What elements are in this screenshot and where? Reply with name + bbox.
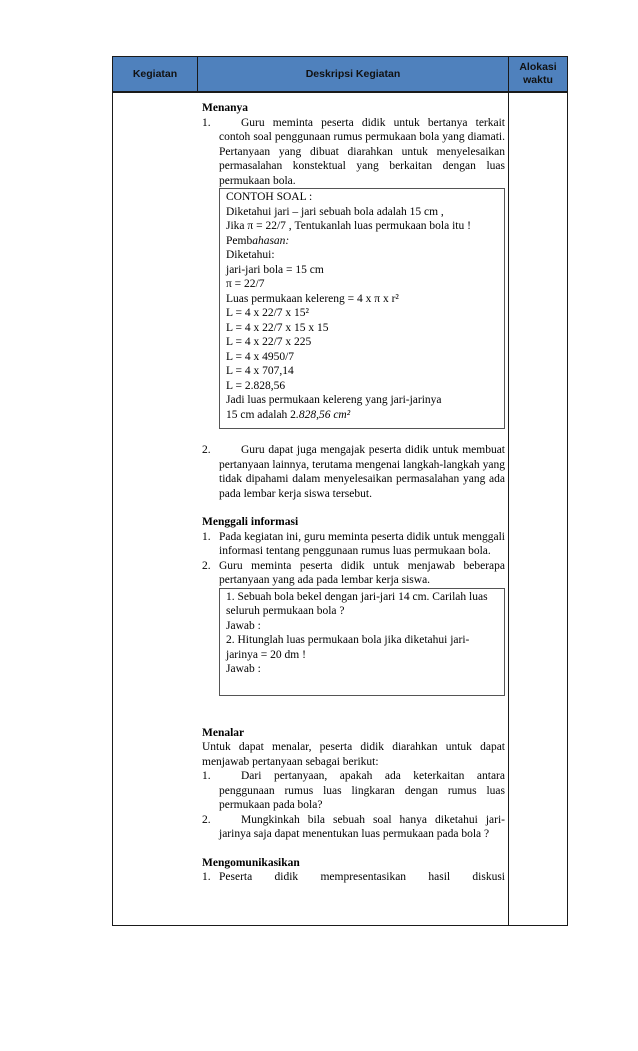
menggali-item-1 (202, 530, 505, 559)
menalar-item-2 (202, 813, 505, 842)
example-line: Diketahui: (226, 249, 275, 261)
example-line: L = 4 x 707,14 (226, 365, 294, 377)
example-line: Pembahasan: (226, 234, 290, 247)
menggali-item-2 (202, 559, 505, 588)
section-title-mengomunikasikan: Mengomunikasikan (202, 856, 300, 869)
example-line: jari-jari bola = 15 cm (226, 263, 324, 276)
section-title-menggali: Menggali informasi (202, 516, 299, 528)
header-alokasi (509, 57, 567, 91)
section-title-menanya: Menanya (202, 102, 248, 114)
item-text: Pada kegiatan ini, guru meminta peserta didik untuk menggali informasi tentang penggunaan rumus luas permukaan bola. (219, 530, 505, 557)
example-line: L = 4 x 22/7 x 225 (226, 336, 312, 348)
example-box (219, 188, 505, 429)
mengomunikasikan-item-1 (202, 870, 505, 885)
menanya-item-2 (202, 443, 505, 501)
header-kegiatan: Kegiatan (132, 67, 178, 80)
example-line: L = 4 x 4950/7 (226, 350, 295, 363)
question-2: 2. Hitunglah luas permukaan bola jika diketahui jari-jarinya = 20 dm ! (226, 634, 470, 661)
example-line: 15 cm adalah 2.828,56 cm² (226, 408, 351, 421)
example-line: Luas permukaan kelereng = 4 x π x r² (226, 292, 399, 305)
example-line: L = 4 x 22/7 x 15² (226, 307, 309, 319)
item-number: 2. (202, 559, 211, 572)
table-header (113, 57, 567, 93)
item-number: 1. (202, 116, 211, 129)
item-text: Guru meminta peserta didik untuk menjawab beberapa pertanyaan yang ada pada lembar kerja siswa. (219, 559, 505, 586)
item-number: 2. (202, 813, 211, 826)
example-line: CONTOH SOAL : (226, 191, 313, 203)
example-line: π = 22/7 (226, 278, 265, 290)
example-line: Jadi luas permukaan kelereng yang jari-jarinya (226, 394, 442, 406)
example-line: Diketahui jari – jari sebuah bola adalah 15 cm , (226, 205, 444, 218)
item-number: 1. (202, 770, 211, 782)
item-text: Guru dapat juga mengajak peserta didik untuk membuat pertanyaan lainnya, terutama mengenai langkah-langkah yang tidak dipahami dalam menyelesaikan permasalahan yang ada pada lembar kerja siswa tersebut. (219, 444, 505, 500)
activity-table (112, 56, 568, 926)
item-text: Peserta didik mempresentasikan hasil diskusi (219, 871, 505, 883)
menalar-item-1 (202, 769, 505, 813)
section-title-menalar: Menalar (202, 726, 245, 739)
item-number: 1. (202, 530, 211, 543)
item-text: Mungkinkah bila sebuah soal hanya diketahui jari-jarinya saja dapat menentukan luas permukaan pada bola ? (219, 813, 505, 840)
question-box (219, 588, 505, 696)
answer-label-1: Jawab : (226, 619, 261, 632)
item-number: 1. (202, 871, 211, 883)
column-divider-1 (197, 57, 198, 91)
item-number: 2. (202, 444, 211, 456)
item-text: Guru meminta peserta didik untuk bertanya terkait contoh soal penggunaan rumus permukaan bola yang diamati. Pertanyaan yang dibuat diarahkan untuk menyelesaikan permasalahan konstektual yang berkaitan dengan luas permukaan bola. (219, 116, 505, 187)
answer-label-2: Jawab : (226, 663, 261, 675)
example-line: L = 2.828,56 (226, 379, 286, 392)
header-alokasi-line1: Alokasi (519, 61, 557, 73)
question-1: 1. Sebuah bola bekel dengan jari-jari 14 cm. Carilah luas seluruh permukaan bola ? (226, 590, 488, 617)
example-line: L = 4 x 22/7 x 15 x 15 (226, 321, 329, 334)
description-cell (202, 101, 505, 885)
header-deskripsi: Deskripsi Kegiatan (305, 67, 401, 80)
column-divider-2 (508, 57, 509, 925)
example-line: Jika π = 22/7 , Tentukanlah luas permukaan bola itu ! (226, 220, 471, 232)
menanya-item-1 (202, 116, 505, 189)
menalar-intro: Untuk dapat menalar, peserta didik diarahkan untuk dapat menjawab pertanyaan sebagai berikut: (202, 741, 505, 768)
item-text: Dari pertanyaan, apakah ada keterkaitan antara penggunaan rumus luas lingkaran dengan rumus luas permukaan pada bola? (219, 770, 505, 811)
header-alokasi-line2: waktu (523, 74, 553, 86)
